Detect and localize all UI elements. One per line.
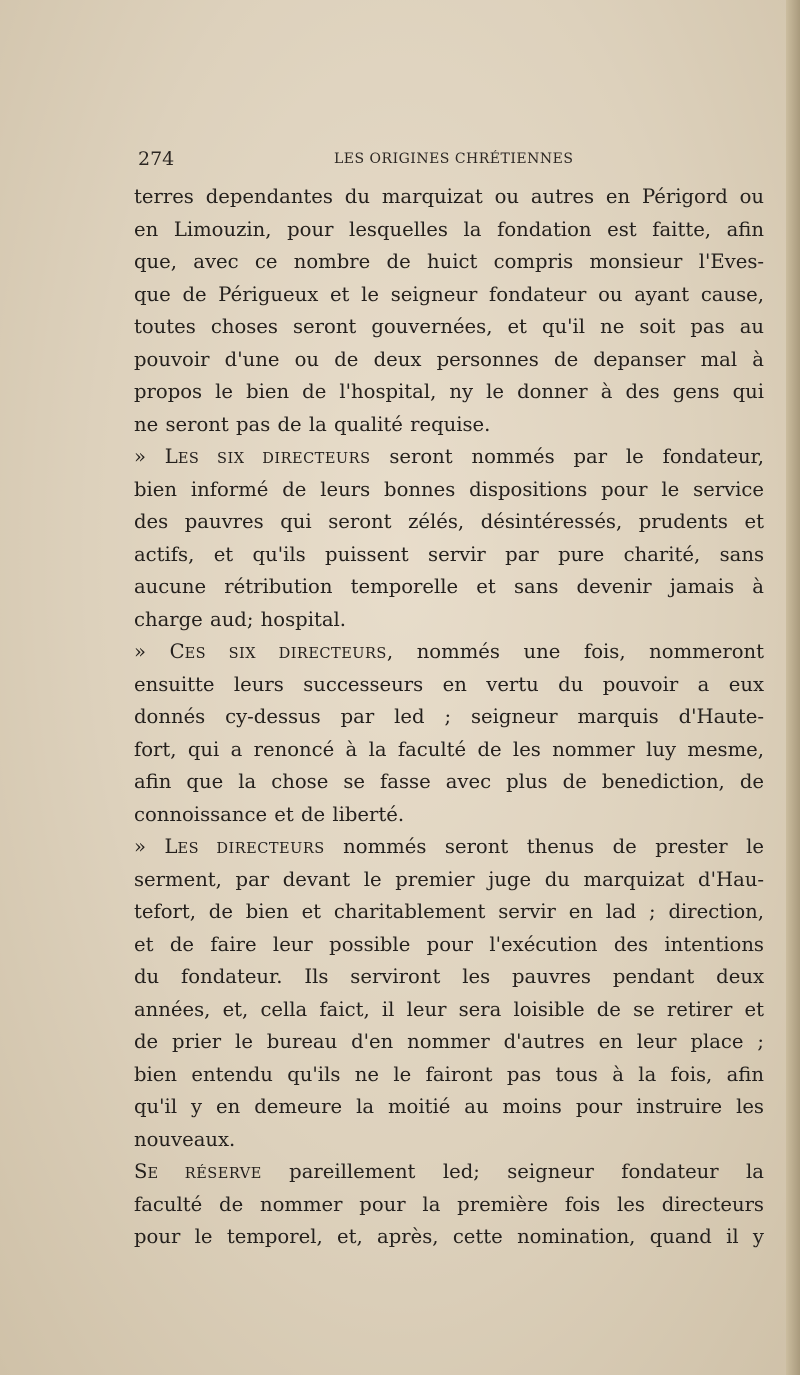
text-line [134, 1189, 764, 1222]
text-line [134, 311, 764, 344]
line-text: propos le bien de l'hospital, ny le donner à des gens qui [134, 380, 764, 403]
line-text: qu'il y en demeure la moitié au moins pour instruire les [134, 1095, 764, 1118]
text-line [134, 994, 764, 1027]
text-line [134, 409, 764, 442]
small-caps-text: ES SIX DIRECTEURS [177, 451, 371, 467]
line-text: aucune rétribution temporelle et sans devenir jamais à [134, 575, 764, 598]
text-line [134, 441, 764, 474]
text-line [134, 701, 764, 734]
line-text: , nommés une fois, nommeront [386, 640, 764, 663]
text-line [134, 181, 764, 214]
small-caps-text: E RÉSERVE [147, 1166, 262, 1182]
text-line [134, 831, 764, 864]
line-text: en Limouzin, pour lesquelles la fondation est faitte, afin [134, 217, 764, 241]
small-caps-text: ES SIX DIRECTEURS [184, 646, 387, 662]
body-text [134, 181, 764, 1254]
text-line [134, 474, 764, 507]
text-line [134, 766, 764, 799]
line-text: nouveaux. [134, 1127, 236, 1151]
text-line [134, 734, 764, 767]
text-line [134, 1059, 764, 1092]
line-text: bien entendu qu'ils ne le fairont pas tous à la fois, afin [134, 1062, 764, 1086]
text-line [134, 1221, 764, 1254]
text-line [134, 246, 764, 279]
line-text: du fondateur. Ils serviront les pauvres pendant deux [134, 965, 764, 988]
text-line [134, 1091, 764, 1124]
line-text: donnés cy-dessus par led ; seigneur marquis d'Haute- [134, 705, 764, 728]
text-line [134, 636, 764, 669]
line-text: pour le temporel, et, après, cette nomination, quand il y [134, 1225, 764, 1248]
text-line [134, 864, 764, 897]
text-line [134, 961, 764, 994]
line-text: des pauvres qui seront zélés, désintéressés, prudents et [134, 510, 764, 533]
line-text: charge aud; hospital. [134, 607, 347, 631]
running-title: LES ORIGINES CHRÉTIENNES [334, 151, 574, 167]
line-text: que, avec ce nombre de huict compris monsieur l'Eves- [134, 250, 764, 273]
text-line [134, 571, 764, 604]
text-line [134, 669, 764, 702]
line-text: » L [134, 445, 178, 468]
line-text: de prier le bureau d'en nommer d'autres en leur place ; [134, 1030, 764, 1053]
text-line [134, 539, 764, 572]
text-line [134, 506, 764, 539]
text-line [134, 799, 764, 832]
line-text: terres dependantes du marquizat ou autres en Périgord ou [134, 185, 764, 208]
line-text: afin que la chose se fasse avec plus de benediction, de [134, 770, 764, 793]
line-text: années, et, cella faict, il leur sera loisible de se retirer et [134, 997, 764, 1021]
line-text: ne seront pas de la qualité requise. [134, 412, 491, 436]
line-text: fort, qui a renoncé à la faculté de les nommer luy mesme, [134, 737, 764, 761]
text-line [134, 896, 764, 929]
line-text: bien informé de leurs bonnes dispositions pour le service [134, 477, 764, 501]
page-header [138, 148, 758, 172]
line-text: actifs, et qu'ils puissent servir par pure charité, sans [134, 542, 764, 566]
line-text: seront nommés par le fondateur, [370, 445, 765, 468]
text-line [134, 929, 764, 962]
line-text: toutes choses seront gouvernées, et qu'il ne soit pas au [134, 315, 764, 338]
page-number: 274 [138, 148, 175, 170]
line-text: que de Périgueux et le seigneur fondateur ou ayant cause, [134, 282, 764, 306]
line-text: nommés seront thenus de prester le [324, 835, 764, 858]
text-line [134, 1156, 764, 1189]
page-edge [786, 0, 800, 1375]
text-line [134, 604, 764, 637]
line-text: connoissance et de liberté. [134, 802, 405, 826]
line-text: pouvoir d'une ou de deux personnes de depanser mal à [134, 347, 764, 371]
line-text: S [134, 1160, 148, 1183]
text-line [134, 1124, 764, 1157]
text-line [134, 376, 764, 409]
line-text: tefort, de bien et charitablement servir en lad ; direction, [134, 900, 764, 923]
line-text: » L [134, 835, 178, 858]
line-text: serment, par devant le premier juge du marquizat d'Hau- [134, 867, 764, 891]
small-caps-text: ES DIRECTEURS [177, 841, 325, 857]
line-text: pareillement led; seigneur fondateur la [261, 1160, 764, 1183]
text-line [134, 214, 764, 247]
line-text: ensuitte leurs successeurs en vertu du pouvoir a eux [134, 672, 764, 696]
text-line [134, 279, 764, 312]
line-text: » C [134, 640, 185, 663]
text-line [134, 344, 764, 377]
line-text: et de faire leur possible pour l'exécution des intentions [134, 932, 764, 956]
line-text: faculté de nommer pour la première fois les directeurs [134, 1192, 764, 1216]
text-line [134, 1026, 764, 1059]
